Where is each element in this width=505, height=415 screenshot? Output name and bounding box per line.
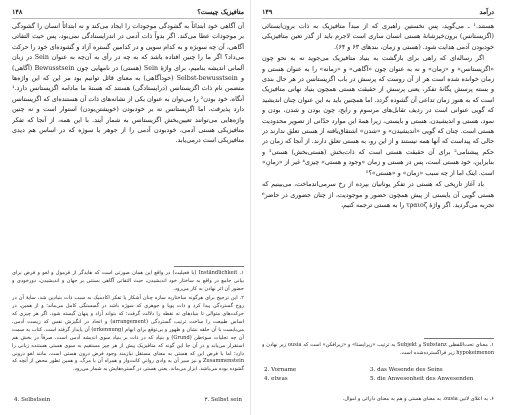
left-running-head: [12, 6, 244, 19]
left-page: [12, 0, 244, 415]
right-footnotes: [262, 342, 494, 359]
reference-note: 5. die Anwesenheit des Anwesenden: [370, 376, 474, 382]
paragraph: آن آگاهی خود ابتدائاً به گشودگی موجودات را ایجاد می‌کند و نه ابتدائاً انسان را گشودگی بر موجودات عطا می‌کند. اگر بدواً ذات آدمی در اندرایستادگی نمی‌بود، پس حیث التفاتی آگاهی، آن چه سوبژه و به کدام سویی و در کدامین گستره آزاد و گشوده‌ای خود را حرکت می‌داد؟ اگر ما را چنین افتاده باشد که به چه در رأی به آن‌چه به عنوان Sein در زبان آلمانی اندیشه بنامیم، برای واژهٔ Sein (هستی) در نامهایی چون Bewusstsein (آگاهی) و Selbst-bewusstsein (خودآگاهی) به معنای قائل توانیم بود مر این که این واژه‌ها متضمن نام ذات اگزیستانس (درایستادگی) هستند که هستهٔ ما مادامه اگزیستانس دارد.¹ آنگاه، خود بودن² را می‌توان به عنوان یکی از نشانه‌های ذات آن هستنده‌ای که اگزیستانس دارد پذیرفت، اما اگزیستانس نه بر خودبودن (خویشتن‌بودن) استوار است و نه چنین واژه‌هایی می‌توانند تعیین‌بخش اگزیستانس به شمار آیند. با این همه، از آنجا که تفکر متافیزیکی هستی آدمی، خودبودن آدمی را از جوهر یا سوژه که در اساس هم دیدی متافیزیکی است درمی‌یابد.: [12, 23, 244, 145]
footnote-rule: [174, 266, 244, 267]
running-head-title: متافیزیک چیست؟: [197, 8, 244, 16]
reference-note: 4. etwas: [264, 376, 288, 382]
right-reference-notes: [262, 366, 494, 390]
reference-note: 4. Selbstsein: [14, 397, 51, 403]
page-number: ۱۴۹: [262, 8, 273, 16]
reference-note: 3. das Wesende des Seins: [370, 367, 443, 373]
paragraph: باد آغاز تاریخی که هستی در تفکر یونانیان بپرده از رخ سرمی‌اندماخت، می‌بینیم که هستی گویی آن بایستی از پیش همچون حضور و موجودیت، از چنان حضوری در حاضر⁶ تجربه می‌گردید. اگر واژهٔ τραιοζ را به هستی ترجمه کنیم،: [262, 181, 494, 209]
footnote-last: ۶. به اعلای لاتین ousia. به معنای هستی و هم به معنای دارائی و اموال.: [342, 396, 494, 402]
page-gutter: [250, 0, 251, 415]
reference-note: 2. Vorname: [264, 367, 297, 373]
right-body-text: [262, 22, 494, 212]
footnote: ۱. Inständlichkeit (با فعیلیت) در واقع این همان صورتی است که هایدگر از فرمول و لغو و فرض برای بیانی جامع در واقع به ساختار خود اندیشیدن، حیث التفاتی آگاهی بستنی بر جهان و اندیشیدن، دورخودی و حضور آن اثر نهادن به کار می‌رود.: [12, 270, 244, 292]
paragraph: اگر رساله‌ای که راهی برای بازگشت به بنیاد متافیزیک می‌جوید نه به نحو چون «اگزیستانس» و «زمان» و نه به عنوان چون «آگاهی» و «زمانه» را به عنوان هستی و زمان خوانده شده است هر از آن روست که پرسش در باب اگزیستانس در هر حال بندی و بسته پرسش یگانهٔ تفکر، یعنی پرسش از حقیقت هستی همچون بنیاد نهانی متافیزیک است که به هنوز زمان تداعی آن گشوده گردد. اما همچنین باید به این عنوان چنان اندیشید که گویی عنوانی است در ردیف تقابل‌های مرسوم و رایج، چون بودن و شدن، بودن و نمود، هستی و اندیشیدن، هستی و بایستی، زیرا همهٔ این موارد حدّانی از تصویر محدودیت هستی است. چنان که گویی «اندیشیدن» و «شدن» اشتقاق‌یافته از هستی تعلق ندارند در حالی که پیداست که آنها همه نیستند و از این رو، به هستی تعلق دارند. از آنجا که زمان در حکم پیشنامی² برای آن حقیقت هستی است که ذات‌بخش (هستی‌بخش) هستی³ و بنابراین، خود هستی است، پس در هستی و زمان «وجود و هستی» چیزی⁴ غیر از «زمانِ» است. اینک اما از چه سبب «زمان» و «هستی»؟⁵: [262, 55, 494, 177]
footnote: ۲. این ترجیح برای هرگونه ساختاربه سازه چنان آشکار یا تفکر اکادمیک به سبب ذات بنیادین شد، سایهٔ آن در روح گستردگی پیدا کرد و ذات پویا و جوهری که سوژه باشد در گسستگی کامل می‌ماند؛ و از همین، در حرکت‌های متوالی تا بنیادهای نه نقطه را دلالت گرفت؛ که بتواند آزاد و پنهان گیسته شود. اگر هر چیزی که اساس طبیعت را ساخت ترتیب گستردگی (arrangement) و اتحاد در انگیزش نفس که زیست آدمی، می‌بایست با آن حلقه نشان و ظهور و بی‌توقع برای ابهام (erkennung) آن پایدار گرفته است. کتاب به سمت آن چه تجلیات سوءظن (Grund) و بنیاد که در ذات بر بنیاد سوی اندیشه آدمی است، صرفاً در بخش هم استقرار می‌یابد و در آن جا این گونه که متافیزیک پیش از هر چیز مستقیم به سوی هستی هستنده زبانی را دارد؛ اما با فرض این که هستی به معنای مستقل نیازمند وجود فرض درون هستی است، مانند لغو درونی Zusammenstein و نیز سیر آن به وادی روانیِ کانت‌وار و همراه آن با مرگ، و همین تطور محض از آنچه که گشوده بوده می‌باشد. ابزار می‌ماند. یعنی هستی در گستره‌هایش به شمار می‌رود.: [12, 295, 244, 373]
left-reference-notes: [12, 396, 244, 415]
footnote: ۱. معنای تحت‌اللفظی Substanz و Subjekt به ترتیب «زیرایستا» و «زیرافکن» است که ousia زیر نهادن و hypokeimenon زیر فراگسترده‌شده است.: [262, 342, 494, 356]
footnote-rule: [424, 338, 494, 339]
reference-note: ۳. Selbst sein: [204, 397, 242, 403]
left-body-text: [12, 22, 244, 148]
running-head-title: درآمد: [479, 8, 494, 16]
right-running-head: [262, 6, 494, 19]
left-footnotes: [12, 270, 244, 376]
right-page: [262, 0, 494, 415]
paragraph: هستند.¹ ـ می‌گوید، پس نخستین راهبری که از مبدأ متافیزیک به ذات برون‌ایستائی (اگزیستانس) برون‌خیزشانهٔ هستی انسان ساری است لاجرم باید از گذر تعین متافیزیکی خودبودن آدمی هدایت شود. (هستی و زمان، بندهای ۶۳ و ۶۴).: [262, 23, 494, 51]
page-number: ۱۴۸: [12, 8, 23, 16]
